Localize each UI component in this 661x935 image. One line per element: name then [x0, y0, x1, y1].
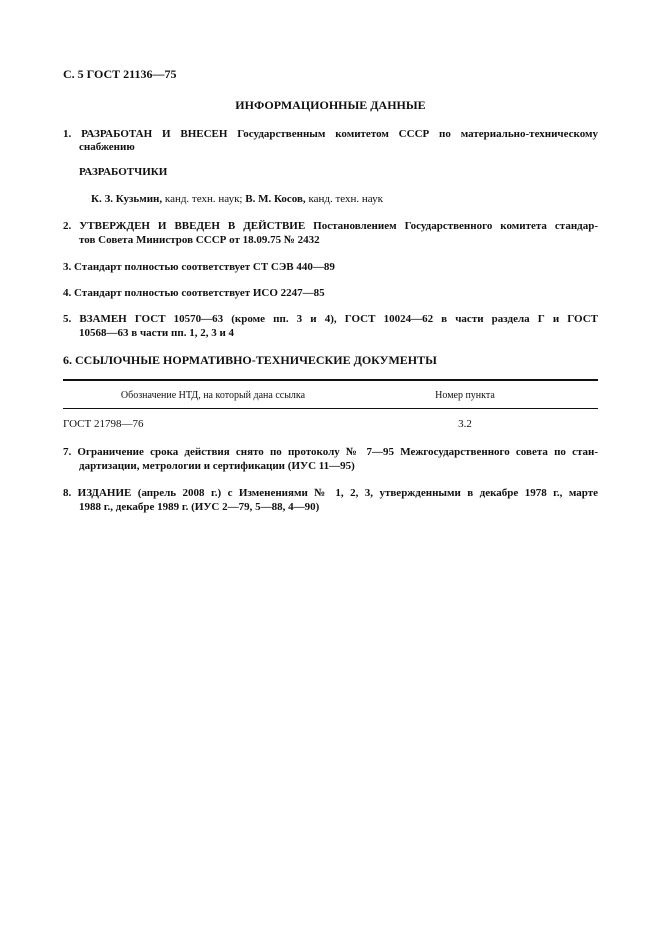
developer-1-name: К. З. Кузьмин,	[91, 193, 163, 205]
table-top-rule	[63, 379, 598, 381]
item-1-rest: Государственным комитетом СССР по материально-техническому	[237, 128, 598, 140]
developers-heading: РАЗРАБОТЧИКИ	[79, 166, 168, 178]
table-header-ntd: Обозначение НТД, на который дана ссылка	[120, 390, 306, 401]
document-title: ИНФОРМАЦИОННЫЕ ДАННЫЕ	[235, 98, 426, 112]
item-5-line-1: 5. ВЗАМЕН ГОСТ 10570—63 (кроме пп. 3 и 4), ГОСТ 10024—62 в части раздела Г и ГОСТ	[63, 313, 598, 325]
item-5-line-2: 10568—63 в части пп. 1, 2, 3 и 4	[79, 327, 235, 339]
developers-list	[91, 193, 383, 206]
table-cell-clause: 3.2	[458, 418, 472, 430]
item-4: 4. Стандарт полностью соответствует ИСО 2247—85	[63, 287, 325, 299]
developer-2-degree: канд. техн. наук	[308, 193, 383, 205]
item-2-line-1	[63, 220, 598, 233]
item-1-lead: 1. РАЗРАБОТАН И ВНЕСЕН	[63, 128, 228, 140]
developer-1-degree: канд. техн. наук;	[164, 193, 243, 205]
item-6-heading: 6. ССЫЛОЧНЫЕ НОРМАТИВНО-ТЕХНИЧЕСКИЕ ДОКУМЕНТЫ	[63, 353, 437, 367]
item-1-line-1	[63, 128, 598, 141]
table-header-rule	[63, 408, 598, 409]
developer-2-name: В. М. Косов,	[245, 193, 306, 205]
table-header-clause: Номер пункта	[435, 390, 495, 401]
item-2-lead: 2. УТВЕРЖДЕН И ВВЕДЕН В ДЕЙСТВИЕ	[63, 220, 306, 232]
page-header: С. 5 ГОСТ 21136—75	[63, 67, 177, 81]
item-7-line-1: 7. Ограничение срока действия снято по протоколу № 7—95 Межгосударственного совета по стан-	[63, 446, 598, 458]
table-cell-ntd: ГОСТ 21798—76	[63, 418, 144, 430]
item-3: 3. Стандарт полностью соответствует СТ СЭВ 440—89	[63, 261, 335, 273]
item-8-line-2: 1988 г., декабре 1989 г. (ИУС 2—79, 5—88, 4—90)	[79, 501, 320, 513]
item-7-line-2: дартизации, метрологии и сертификации (ИУС 11—95)	[79, 460, 355, 472]
item-1-line-2: снабжению	[79, 141, 135, 153]
item-8-line-1: 8. ИЗДАНИЕ (апрель 2008 г.) с Изменениями № 1, 2, 3, утвержденными в декабре 1978 г., марте	[63, 487, 598, 499]
item-2-rest: Постановлением Государственного комитета стандар-	[313, 220, 599, 232]
item-2-line-2: тов Совета Министров СССР от 18.09.75 № 2432	[79, 234, 320, 246]
